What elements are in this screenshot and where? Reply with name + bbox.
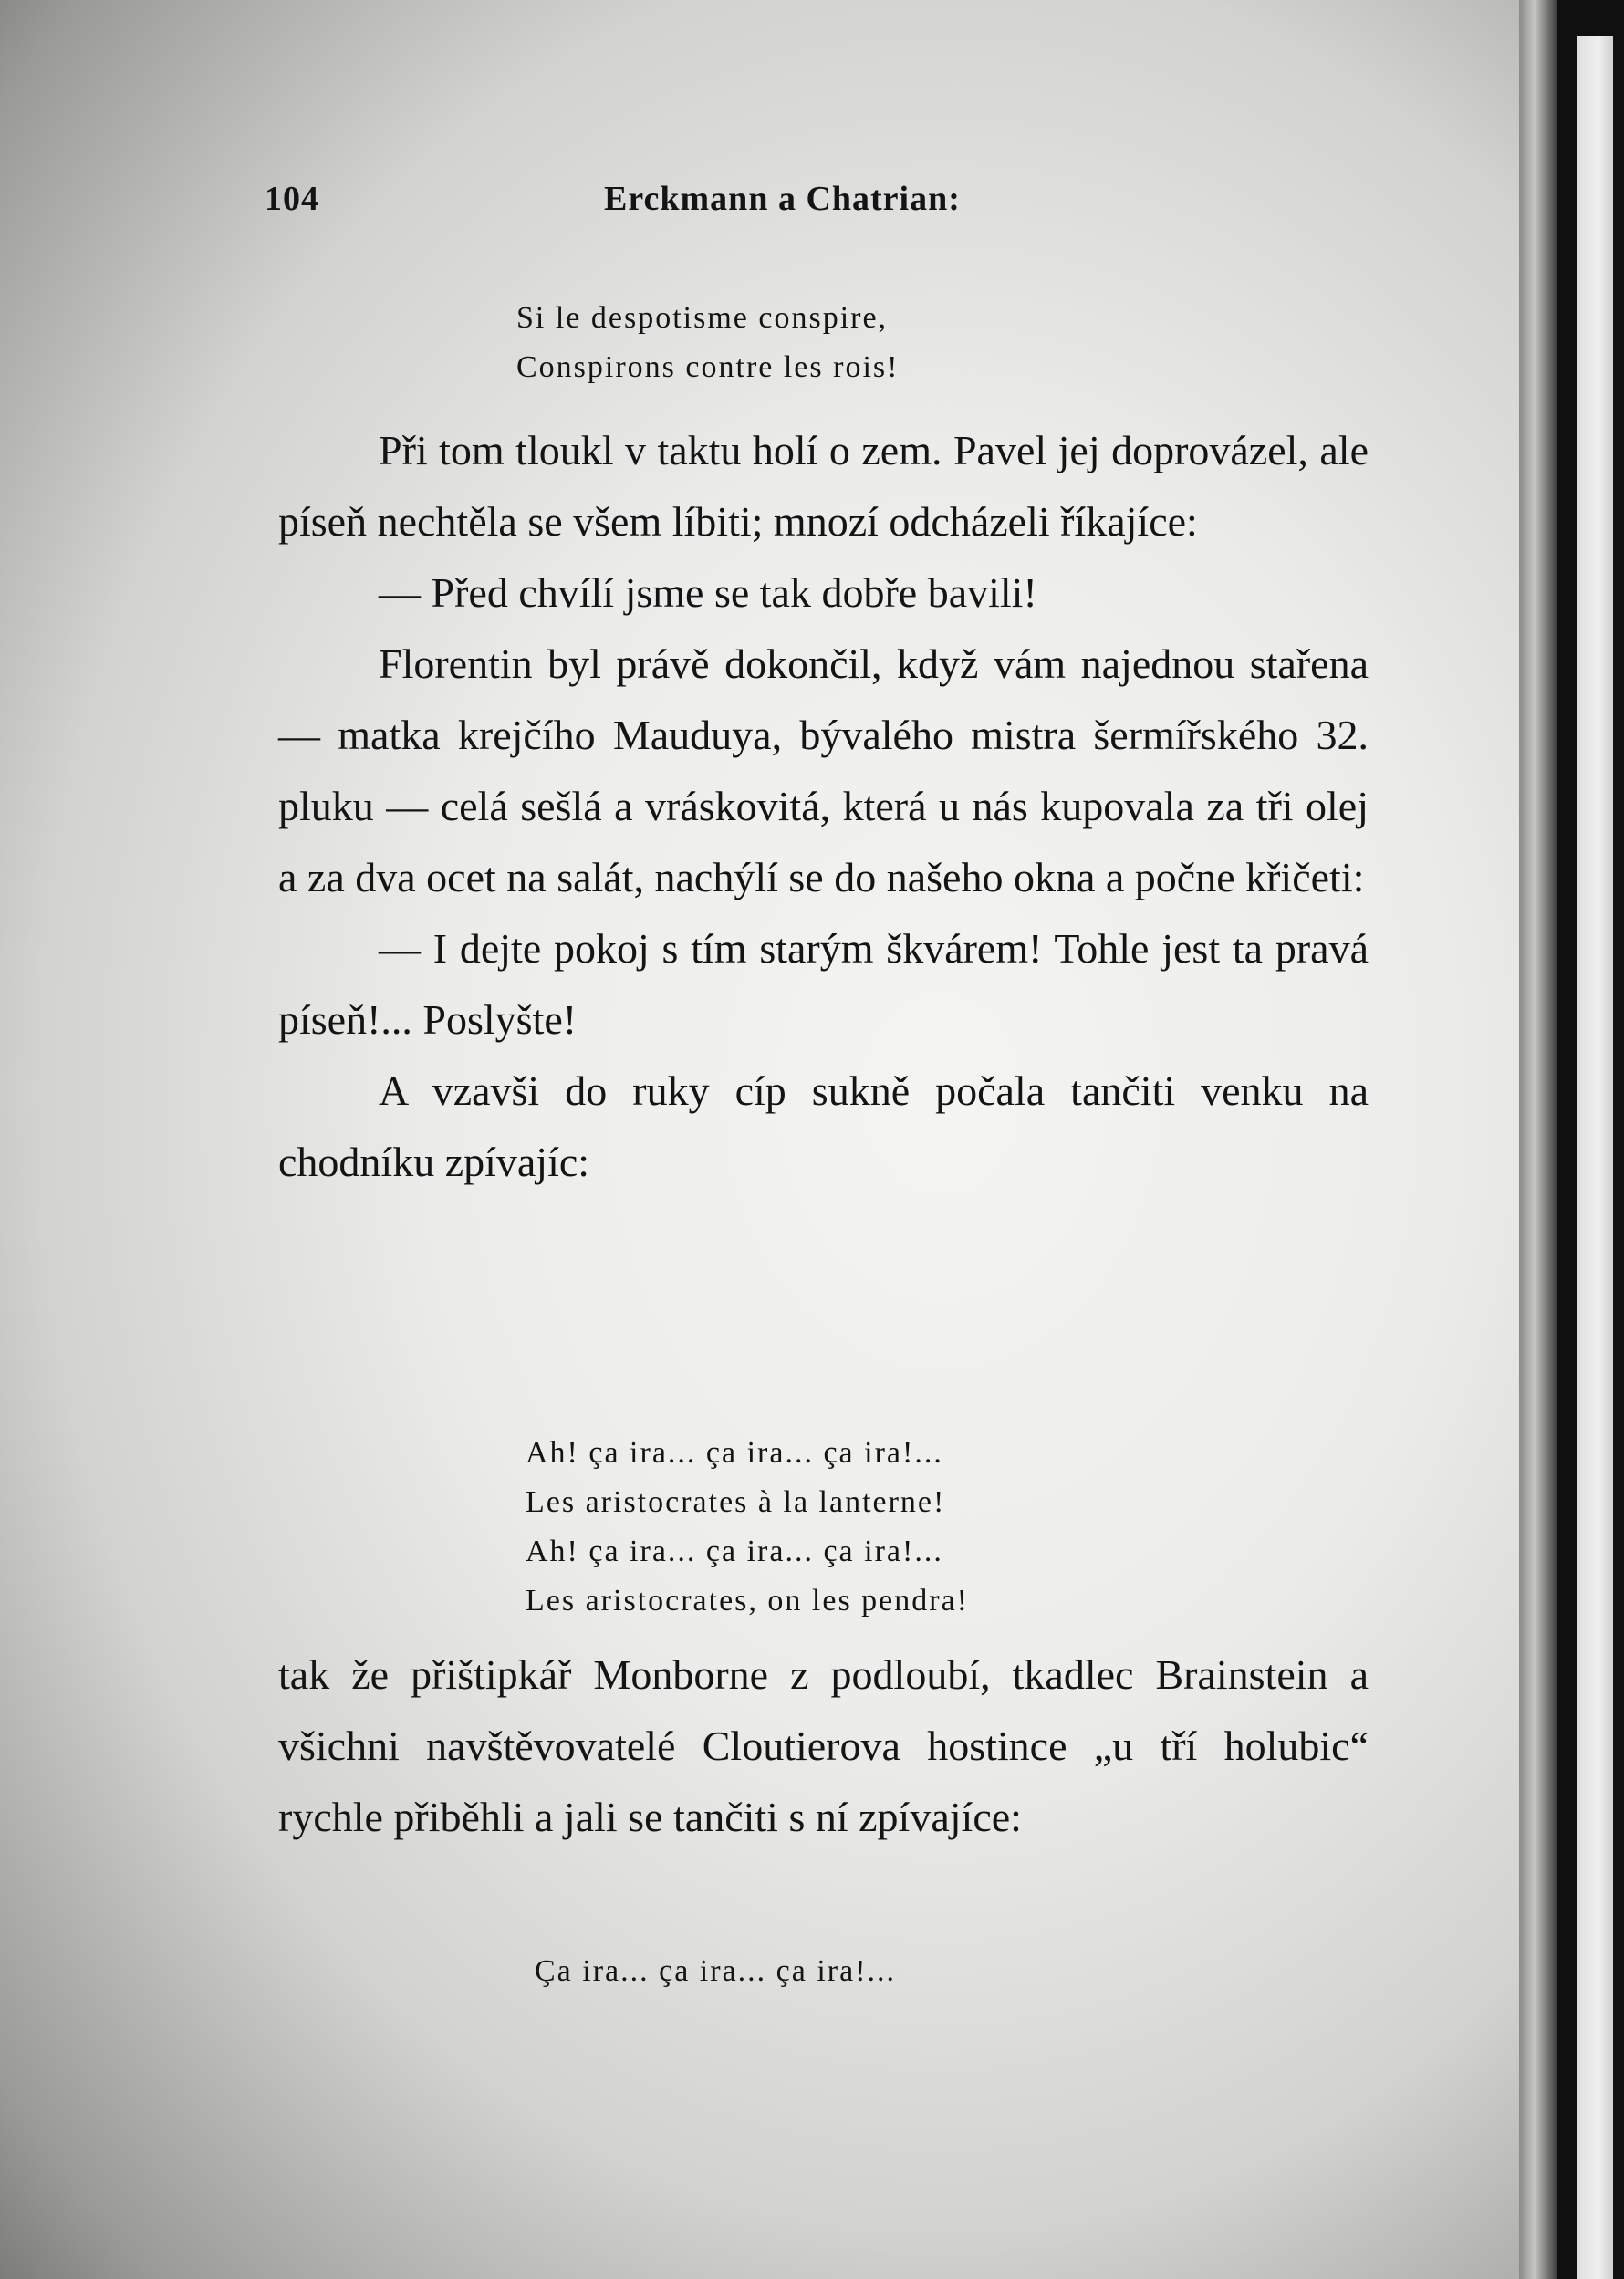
paragraph: tak že přištipkář Monborne z podloubí, tkadlec Brainstein a všichni navštěvovatelé Cloutierova hostince „u tří holubic“ rychle přiběhli a jali se tančiti s ní zpívajíce: <box>278 1651 1369 1840</box>
verse-line: Ah! ça ira... ça ira... ça ira!... <box>526 1535 943 1568</box>
paragraph: — I dejte pokoj s tím starým škvárem! Tohle jest ta pravá píseň!... Poslyšte! <box>278 925 1369 1043</box>
paragraph: — Před chvílí jsme se tak dobře bavili! <box>379 569 1037 616</box>
verse-line: Les aristocrates, on les pendra! <box>526 1584 969 1618</box>
paragraph: Při tom tloukl v taktu holí o zem. Pavel jej doprovázel, ale píseň nechtěla se všem líbiti; mnozí odcházeli říkajíce: <box>278 427 1369 545</box>
page-header <box>265 179 1086 234</box>
next-page-edge <box>1577 36 1613 2279</box>
page-number: 104 <box>265 180 319 218</box>
running-head: Erckmann a Chatrian: <box>604 180 961 218</box>
page-gutter-edge <box>1519 0 1557 2279</box>
verse-line: Ah! ça ira... ça ira... ça ira!... <box>526 1436 943 1470</box>
prose-block <box>278 1639 1369 1853</box>
verse-block <box>516 294 899 392</box>
paragraph: A vzavši do ruky cíp sukně počala tančiti venku na chodníku zpívajíc: <box>278 1067 1369 1185</box>
verse-line: Si le despotisme conspire, <box>516 301 889 335</box>
verse-block <box>526 1429 969 1626</box>
paragraph: Florentin byl právě dokončil, když vám najednou stařena — matka krejčího Mauduya, bývalého mistra šermířského 32. pluku — celá sešlá a vráskovitá, která u nás kupovala za tři olej a za dva ocet na salát, nachýlí se do našeho okna a počne křičeti: <box>278 640 1369 900</box>
prose-block <box>278 415 1369 1198</box>
verse-line: Ça ira... ça ira... ça ira!... <box>535 1954 897 1988</box>
verse-line: Conspirons contre les rois! <box>516 350 900 384</box>
verse-line: Les aristocrates à la lanterne! <box>526 1485 946 1519</box>
verse-block <box>535 1947 896 1996</box>
